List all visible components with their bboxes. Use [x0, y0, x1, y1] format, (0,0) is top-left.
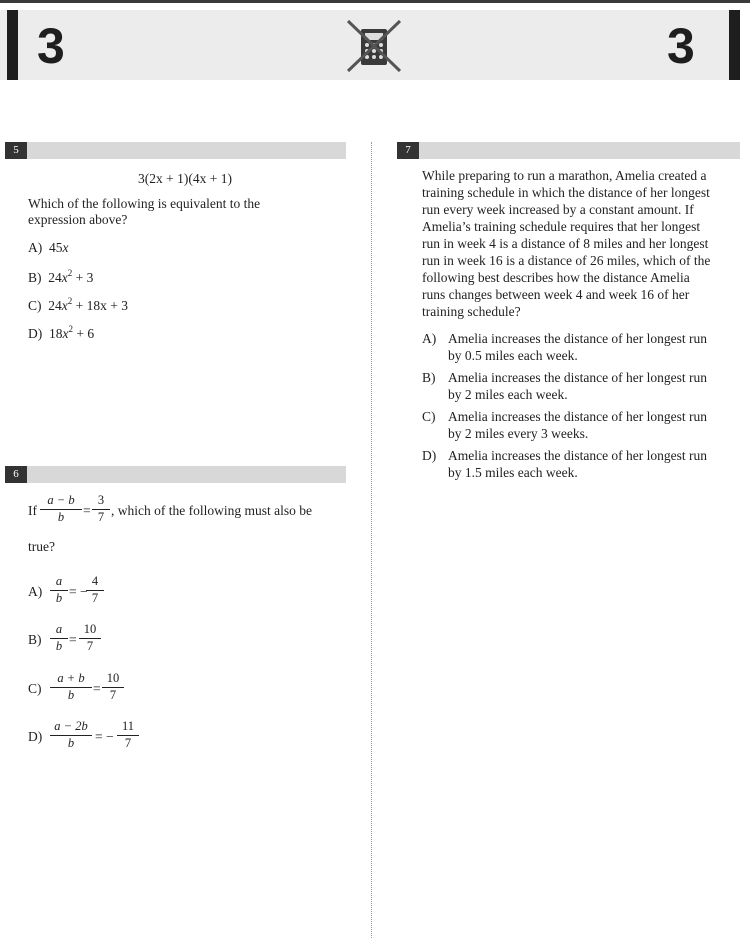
q7-stem-line: run in week 16 is a distance of 26 miles, which of the — [422, 253, 711, 268]
choice-label: B) — [422, 370, 436, 385]
choice-coef: 45 — [49, 240, 63, 255]
q6-choice-c-label[interactable]: C) — [28, 681, 42, 696]
choice-exp: 2 — [67, 296, 73, 306]
choice-text: by 0.5 miles each week. — [448, 348, 578, 363]
choice-text: Amelia increases the distance of her longest run — [448, 409, 708, 424]
question-5-bar — [5, 142, 346, 159]
question-7-number: 7 — [397, 142, 419, 159]
q6-choice-c-rhs: $\frac{10}{7}$ — [102, 671, 124, 703]
choice-exp: 2 — [68, 324, 73, 334]
section-number-left: 3 — [37, 18, 65, 74]
q7-stem-line: run in week 4 is a distance of 8 miles and her longest — [422, 236, 709, 251]
q6-stem-rhs-fraction: $\frac{3}{7}$ — [92, 493, 110, 525]
q6-stem-line2: true? — [28, 539, 55, 554]
choice-coef: 18 — [49, 326, 63, 341]
q5-choice-a[interactable] — [28, 239, 69, 256]
q5-choice-d[interactable] — [28, 325, 94, 344]
q6-choice-c-eq: = — [93, 681, 101, 696]
column-divider — [371, 142, 372, 938]
choice-text: by 1.5 miles each week. — [448, 465, 578, 480]
header-left-bar — [7, 10, 18, 80]
choice-label: A) — [422, 331, 437, 346]
q5-stem-line2: expression above? — [28, 212, 128, 227]
choice-exp: 2 — [67, 268, 73, 278]
choice-label: C) — [422, 409, 436, 424]
choice-var: x — [61, 298, 68, 313]
q7-stem-line: Amelia’s training schedule requires that her longest — [422, 219, 701, 234]
q6-choice-b-label[interactable]: B) — [28, 632, 42, 647]
question-6-bar — [5, 466, 346, 483]
q5-stem-line1: Which of the following is equivalent to the — [28, 196, 261, 211]
q6-stem-fraction: $\frac{a - b}{b}$ — [40, 493, 82, 525]
q5-expression: 3(2x + 1)(4x + 1) — [138, 171, 232, 186]
choice-var: x — [62, 326, 69, 341]
q6-choice-d-eq: = − — [95, 729, 114, 744]
question-7-bar — [397, 142, 740, 159]
choice-text: by 2 miles each week. — [448, 387, 568, 402]
question-5-number: 5 — [5, 142, 27, 159]
q6-choice-a-lhs: $\frac{a}{b}$ — [50, 574, 68, 606]
choice-coef: 24 — [48, 298, 62, 313]
q6-choice-b-rhs: $\frac{10}{7}$ — [79, 622, 101, 654]
q5-choice-c[interactable] — [28, 297, 128, 316]
q6-choice-a-eq: = − — [69, 584, 88, 599]
choice-var: x — [61, 270, 68, 285]
choice-label: D) — [422, 448, 437, 463]
top-rule — [0, 0, 750, 3]
choice-text: Amelia increases the distance of her longest run — [448, 448, 708, 463]
q5-choice-b[interactable] — [28, 269, 93, 288]
choice-text: by 2 miles every 3 weeks. — [448, 426, 589, 441]
choice-tail: + 6 — [73, 326, 95, 341]
header-right-bar — [729, 10, 740, 80]
q6-choice-a-label[interactable]: A) — [28, 584, 43, 599]
q6-choice-c-lhs: $\frac{a + b}{b}$ — [50, 671, 92, 703]
q6-if: If — [28, 503, 37, 518]
choice-label: B) — [28, 270, 42, 285]
q6-choice-b-eq: = — [69, 632, 77, 647]
q7-stem-line: training schedule in which the distance of her longest — [422, 185, 710, 200]
choice-tail: + 3 — [72, 270, 94, 285]
choice-coef: 24 — [48, 270, 62, 285]
choice-label: C) — [28, 298, 42, 313]
q6-stem-rest: , which of the following must also be — [111, 503, 312, 518]
q7-stem-line: following best describes how the distance Amelia — [422, 270, 690, 285]
q6-choice-a-rhs: $\frac{4}{7}$ — [86, 574, 104, 606]
q6-choice-d-rhs: $\frac{11}{7}$ — [117, 719, 139, 751]
q6-choice-d-label[interactable]: D) — [28, 729, 43, 744]
no-calculator-icon — [344, 17, 404, 75]
question-6-number: 6 — [5, 466, 27, 483]
choice-text: Amelia increases the distance of her longest run — [448, 370, 708, 385]
q7-stem-line: training schedule? — [422, 304, 521, 319]
q6-stem-eq: = — [83, 503, 91, 518]
choice-var: x — [62, 240, 69, 255]
q6-choice-d-lhs: $\frac{a - 2b}{b}$ — [50, 719, 92, 751]
section-number-right: 3 — [667, 18, 695, 74]
choice-label: D) — [28, 326, 43, 341]
q7-stem-line: run every week increased by a constant amount. If — [422, 202, 694, 217]
q7-stem-line: While preparing to run a marathon, Amelia created a — [422, 168, 707, 183]
choice-tail: + 18x + 3 — [72, 298, 128, 313]
choice-label: A) — [28, 240, 43, 255]
q7-stem-line: runs changes between week 4 and week 16 of her — [422, 287, 690, 302]
q6-choice-b-lhs: $\frac{a}{b}$ — [50, 622, 68, 654]
choice-text: Amelia increases the distance of her longest run — [448, 331, 708, 346]
